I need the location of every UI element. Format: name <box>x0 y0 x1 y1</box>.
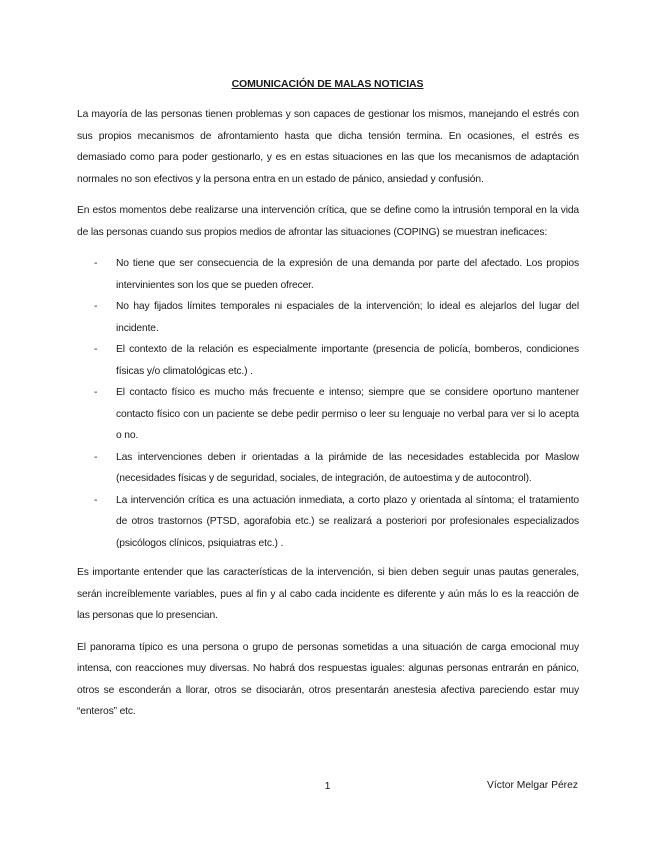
intro-paragraph-1: La mayoría de las personas tienen problemas y son capaces de gestionar los mismos, manejando el estrés con sus propios mecanismos de afrontamiento hasta que dicha tensión termina. En ocasiones, el estrés es demasiado como para poder gestionarlo, y es en estas situaciones en las que los mecanismos de adaptación normales no son efectivos y la persona entra en un estado de pánico, ansiedad y confusión. <box>77 109 579 185</box>
bullet-marker: - <box>94 258 98 269</box>
bullet-marker: - <box>94 451 98 463</box>
bullet-list <box>77 253 579 554</box>
document-title: COMUNICACIÓN DE MALAS NOTICIAS <box>231 78 424 90</box>
bullet-item <box>77 253 579 296</box>
bullet-item <box>77 339 579 382</box>
outro-paragraph-2: El panorama típico es una persona o grupo de personas sometidas a una situación de carga emocional muy intensa, con reacciones muy diversas. No habrá dos respuestas iguales: algunas personas entrarán en pánico, otros se esconderán a llorar, otros se disociarán, otros presentarán anestesia afectiva pareciendo estar muy “enteros” etc. <box>77 641 579 717</box>
bullet-item <box>77 490 579 555</box>
intro-paragraph-2: En estos momentos debe realizarse una intervención crítica, que se define como la intrusión temporal en la vida de las personas cuando sus propios medios de afrontar las situaciones (COPING) se muestran ineficaces: <box>77 205 579 238</box>
document-body <box>77 104 579 733</box>
outro-paragraph-1: Es importante entender que las características de la intervención, si bien deben seguir unas pautas generales, serán increíblemente variables, pues al fin y al cabo cada incidente es diferente y aún más lo es la reacción de las personas que lo presencian. <box>77 567 579 621</box>
bullet-text: No hay fijados límites temporales ni espaciales de la intervención; lo ideal es alejarlos del lugar del incidente. <box>116 301 579 334</box>
bullet-marker: - <box>94 494 98 506</box>
bullet-text: La intervención crítica es una actuación inmediata, a corto plazo y orientada al síntoma; el tratamiento de otros trastornos (PTSD, agorafobia etc.) se realizará a posteriori por profesionales especializados (psicólogos clínicos, psiquiatras etc.) . <box>116 494 579 549</box>
bullet-item <box>77 447 579 490</box>
bullet-text: El contexto de la relación es especialmente importante (presencia de policía, bomberos, condiciones físicas y/o climatológicas etc.) . <box>116 344 579 377</box>
bullet-text: No tiene que ser consecuencia de la expresión de una demanda por parte del afectado. Los propios intervinientes son los que se pueden ofrecer. <box>116 258 579 291</box>
bullet-marker: - <box>94 344 98 355</box>
bullet-marker: - <box>94 301 98 312</box>
bullet-marker: - <box>94 387 98 398</box>
page-number: 1 <box>324 780 331 792</box>
bullet-item <box>77 382 579 447</box>
bullet-text: El contacto físico es mucho más frecuente e intenso; siempre que se considere oportuno mantener contacto físico con un paciente se debe pedir permiso o leer su lenguaje no verbal para ver si lo acepta o no. <box>116 387 579 441</box>
bullet-item <box>77 296 579 339</box>
footer-author: Víctor Melgar Pérez <box>487 780 578 791</box>
bullet-text: Las intervenciones deben ir orientadas a la pirámide de las necesidades establecida por Maslow (necesidades físicas y de seguridad, sociales, de integración, de autoestima y de autocontrol). <box>116 451 579 484</box>
